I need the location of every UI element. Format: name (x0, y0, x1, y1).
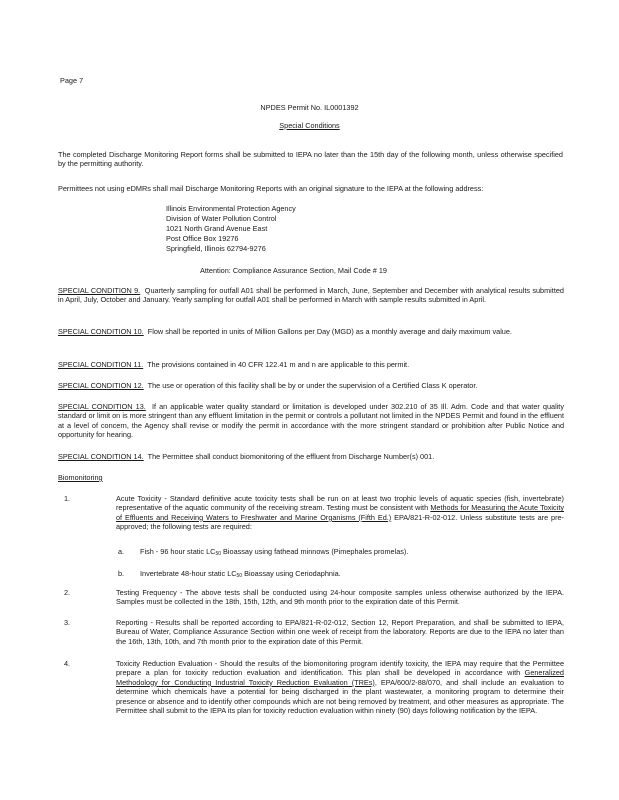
special-condition-12 (58, 381, 564, 390)
item-number: 1. (64, 494, 71, 503)
condition-text: The use or operation of this facility shall be by or under the supervision of a Certified Class K operator. (147, 381, 478, 390)
condition-text: Quarterly sampling for outfall A01 shall be performed in March, June, September and December with analytical results submitted in April, July, October and January. Yearly sampling for outfall A01 shall be performed in March with sample results submitted in April. (58, 286, 564, 305)
item-toxicity-reduction (116, 659, 564, 715)
intro-paragraph: The completed Discharge Monitoring Report forms shall be submitted to IEPA no later than the 15th day of the following month, unless otherwise specified by the permitting authority. (58, 150, 563, 169)
special-condition-9 (58, 286, 564, 305)
condition-label: SPECIAL CONDITION 9. (58, 286, 141, 295)
permit-number: NPDES Permit No. IL0001392 (260, 103, 359, 112)
item-text: , EPA/600/2-88/070, and shall include an evaluation to determine which chemicals have a potential for being discharged in the plant wastewater, a monitoring program to determine their presence or absence and to identify other compounds which are not being removed by treatment, and other measures as appropriate. The Permittee shall submit to the IEPA its plan for toxicity reduction evaluation within ninety (90) days following notification by the IEPA. (116, 677, 564, 716)
condition-label: SPECIAL CONDITION 11. (58, 360, 144, 369)
item-number: 3. (64, 618, 71, 627)
item-reference: Generalized Methodology for Conducting Industrial Toxicity Reduction Evaluation (TREs) (116, 668, 564, 687)
special-condition-14 (58, 452, 564, 461)
subscript: 50 (215, 551, 221, 557)
item-number: 4. (64, 659, 71, 668)
subitem-text: Invertebrate 48-hour static LC (140, 569, 237, 578)
item-text: Acute Toxicity - Standard definitive acute toxicity tests shall be run on at least two trophic levels of aquatic species (fish, invertebrate) representative of the aquatic community of the receiving stream. Testing must be consistent with (116, 494, 564, 513)
item-text: EPA/821-R-02-012. Unless substitute tests are pre-approved; the following tests are required: (116, 512, 564, 532)
page-label: Page 7 (60, 76, 84, 85)
biomonitoring-heading: Biomonitoring (58, 473, 103, 482)
condition-text: The Permittee shall conduct biomonitoring of the effluent from Discharge Number(s) 001. (147, 452, 435, 461)
address-line: Post Office Box 19276 (166, 234, 239, 243)
condition-label: SPECIAL CONDITION 10. (58, 327, 144, 336)
item-acute-toxicity (116, 494, 564, 532)
condition-label: SPECIAL CONDITION 13. (58, 402, 146, 411)
item-text: Testing Frequency - The above tests shall be conducted using 24-hour composite samples unless otherwise authorized by the IEPA. Samples must be collected in the 18th, 15th, 12th, and 9th month prior to the expiration date of this Permit. (116, 588, 564, 607)
address-line: Division of Water Pollution Control (166, 214, 277, 223)
condition-text: The provisions contained in 40 CFR 122.41 m and n are applicable to this permit. (147, 360, 410, 369)
permittees-paragraph: Permittees not using eDMRs shall mail Discharge Monitoring Reports with an original signature to the IEPA at the following address: (58, 184, 484, 193)
subitem-invertebrate-bioassay (140, 569, 560, 581)
condition-label: SPECIAL CONDITION 14. (58, 452, 144, 461)
address-line: 1021 North Grand Avenue East (166, 224, 268, 233)
subitem-letter: a. (118, 547, 125, 556)
condition-text: If an applicable water quality standard or limitation is developed under 302.210 of 35 Ill. Adm. Code and that water quality standard or limit on is more stringent than any effluent limitation in the permit or controls a pollutant not limited in the NPDES Permit and found in the effluent at a level of concern, the Agency shall revise or modify the permit in accordance with the more stringent standard or prohibition after Public Notice and opportunity for hearing. (58, 402, 564, 440)
item-testing-frequency (116, 588, 564, 607)
special-condition-10 (58, 327, 564, 336)
item-text: Reporting - Results shall be reported according to EPA/821-R-02-012, Section 12, Report Preparation, and shall be submitted to IEPA, Bureau of Water, Compliance Assurance Section within one week of receipt from the laboratory. Reports are due to the IEPA no later than the 16th, 13th, 10th, and 7th month prior to the expiration date of this Permit. (116, 618, 564, 646)
condition-text: Flow shall be reported in units of Million Gallons per Day (MGD) as a monthly average and daily maximum value. (147, 327, 512, 336)
subitem-fish-bioassay (140, 547, 560, 559)
subscript: 50 (236, 573, 243, 579)
subitem-text: Bioassay using fathead minnows (Pimephales promelas). (221, 547, 409, 556)
subitem-letter: b. (118, 569, 125, 578)
item-reference: Methods for Measuring the Acute Toxicity of Effluents and Receiving Waters to Freshwater and Marine Organisms (Fifth Ed.) (116, 503, 564, 522)
page-title: Special Conditions (279, 121, 340, 130)
subitem-text: Fish - 96 hour static LC (140, 547, 216, 556)
special-condition-11 (58, 360, 564, 369)
special-condition-13 (58, 402, 564, 440)
address-line: Springfield, Illinois 62794-9276 (166, 244, 266, 253)
item-reporting (116, 618, 564, 646)
condition-label: SPECIAL CONDITION 12. (58, 381, 144, 390)
item-text: Toxicity Reduction Evaluation - Should the results of the biomonitoring program identify toxicity, the IEPA may require that the Permittee prepare a plan for toxicity reduction evaluation and identification. This plan shall be developed in accordance with (116, 659, 564, 678)
attention-line: Attention: Compliance Assurance Section, Mail Code # 19 (200, 266, 387, 275)
address-line: Illinois Environmental Protection Agency (166, 204, 296, 213)
item-number: 2. (64, 588, 71, 597)
subitem-text: Bioassay using Ceriodaphnia. (242, 569, 341, 578)
